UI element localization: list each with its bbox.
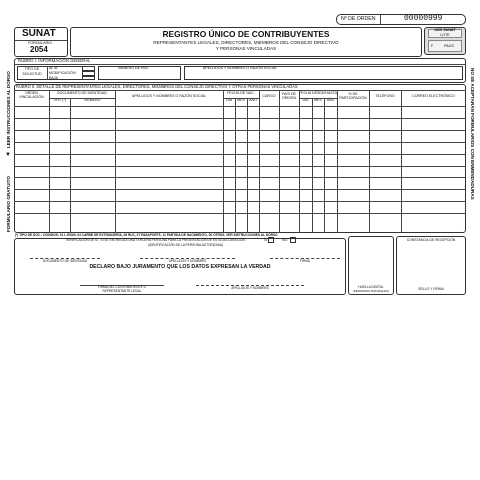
col-documento: DOCUMENTO DE IDENTIDAD	[57, 91, 107, 95]
table-row[interactable]	[14, 201, 466, 202]
table-column-divider	[259, 90, 260, 233]
huella-label-1: HUELLA DIGITAL	[358, 285, 384, 289]
col-cargo: CARGO	[262, 94, 276, 98]
doc-identidad-label: DOCUMENTO DE IDENTIDAD	[42, 259, 88, 263]
form-number: 2054	[30, 45, 48, 54]
huella-label-2: (PERSONAS NATURALES)	[353, 289, 389, 293]
table-header-bottom	[14, 106, 466, 107]
col-mes: MES	[237, 98, 245, 102]
side-arrow-icon: ▼	[5, 152, 11, 158]
table-row[interactable]	[14, 166, 466, 167]
table-row[interactable]	[14, 189, 466, 190]
col-apellidos: APELLIDOS Y NOMBRES O RAZÓN SOCIAL	[132, 94, 206, 98]
col-participacion: % DE PARTICIPACIÓN	[339, 92, 367, 101]
table-row[interactable]	[14, 177, 466, 178]
tipo-label-1: TIPO DE	[24, 67, 40, 71]
form-label: FORMULARIO	[28, 41, 52, 45]
no-checkbox[interactable]	[290, 237, 296, 243]
name-label: APELLIDOS Y NOMBRES O RAZÓN SOCIAL	[203, 66, 277, 70]
col-tipo: TIPO (*)	[52, 98, 67, 102]
col-dia-2: DÍA	[302, 98, 309, 102]
table-row[interactable]	[14, 154, 466, 155]
col-ano-2: AÑO	[326, 98, 335, 102]
col-fecha-nac: FECHA DE NAC.	[227, 91, 255, 95]
table-column-divider	[115, 90, 116, 233]
table-subheader-line	[49, 98, 115, 99]
uso-sunat-lote: LOTE	[440, 33, 450, 37]
uso-sunat-pags: PAGS	[444, 44, 454, 48]
table-column-divider	[369, 90, 370, 233]
order-number: 00000999	[404, 14, 443, 23]
table-row[interactable]	[14, 118, 466, 119]
table-column-divider	[401, 90, 402, 233]
form-subtitle-2: Y PERSONAS VINCULADAS	[215, 46, 277, 51]
rubro1-title: RUBRO I. INFORMACIÓN GENERAL	[18, 58, 91, 63]
col-mes-2: MES	[314, 98, 322, 102]
no-label: NO	[282, 238, 288, 242]
tipo-modificacion[interactable]: MODIFICACIÓN	[49, 71, 76, 75]
form-subtitle-1: REPRESENTANTES LEGALES, DIRECTORES, MIEMBROS DEL CONSEJO DIRECTIVO	[153, 40, 339, 45]
constancia-title: CONSTANCIA DE RECEPCIÓN	[406, 238, 456, 242]
doc-type-footnote: (*) TIPO DE DOC.: CÓDIGOS: 01 L.E/DNI, 04 CARNÉ DE EXTRANJERÍA, 06 RUC, 07 PASAPORTE, 11 PARTIDA DE NACIMIENTO, 00 OTROS. VER INSTRUCCIONES AL DORSO	[15, 233, 278, 237]
table-column-divider	[299, 90, 300, 233]
ruc-label: NÚMERO DE RUC	[118, 66, 149, 70]
col-numero: NÚMERO	[84, 98, 101, 102]
authorized-id-label: (IDENTIFICACIÓN DE LA PERSONA AUTORIZADA)	[148, 243, 224, 247]
table-subheader-line	[299, 98, 337, 99]
apellidos-nombres-label: APELLIDOS Y NOMBRES	[168, 259, 207, 263]
si-label: SI	[264, 238, 268, 242]
si-checkbox[interactable]	[268, 237, 274, 243]
sello-firma-label: SELLO Y FIRMA	[418, 287, 444, 291]
firma-contribuyente-1: FIRMA DEL CONTRIBUYENTE O	[97, 285, 147, 289]
table-row[interactable]	[14, 142, 466, 143]
brand-name: SUNAT	[22, 28, 56, 39]
col-fecha-desde: FECHA DESDE/HASTA	[299, 91, 338, 95]
side-read-instructions: LEER INSTRUCCIONES AL DORSO	[6, 71, 11, 148]
table-column-divider	[49, 90, 50, 233]
table-column-divider	[223, 90, 224, 233]
tipo-label-2: SOLICITUD	[22, 72, 42, 76]
col-dia: DÍA	[226, 98, 232, 102]
rubro2-title: RUBRO II. DETALLE DE REPRESENTANTES LEGALES, DIRECTORES, MIEMBROS DEL CONSEJO DIRECTIVO Y OTRAS PERSONAS VINCULADAS	[16, 84, 298, 89]
uso-sunat-mark: F	[431, 44, 434, 48]
col-correo: CORREO ELECTRÓNICO	[412, 94, 455, 98]
side-free-form: FORMULARIO GRATUITO	[6, 176, 11, 232]
firma-label: FIRMA	[300, 259, 310, 263]
oath-text: DECLARO BAJO JURAMENTO QUE LOS DATOS EXPRESAN LA VERDAD	[89, 264, 271, 270]
tipo-baja[interactable]: BAJA	[49, 76, 58, 80]
table-column-divider	[279, 90, 280, 233]
form-title: REGISTRO ÚNICO DE CONTRIBUYENTES	[162, 29, 330, 39]
col-orden: ORDEN VINCULACIÓN	[19, 91, 44, 99]
tipo-alta[interactable]: ALTA	[49, 66, 58, 70]
table-column-divider	[337, 90, 338, 233]
order-label: Nº DE ORDEN	[341, 16, 376, 22]
table-row[interactable]	[14, 130, 466, 131]
col-telefono: TELÉFONO	[375, 94, 395, 98]
uso-sunat-title: USO SUNAT	[434, 28, 456, 32]
table-row[interactable]	[14, 213, 466, 214]
firma-apellidos-label: APELLIDOS Y NOMBRES	[231, 286, 269, 290]
firma-contribuyente-2: REPRESENTANTE LEGAL	[102, 289, 142, 293]
tipo-baja-checkbox[interactable]	[82, 76, 95, 80]
side-no-amendments: NO SE ACEPTARÁN FORMULARIOS CON ENMENDADURAS	[470, 68, 475, 200]
representatives-table	[14, 90, 466, 233]
col-ano: AÑO	[249, 98, 257, 102]
col-pais: PAÍS DE ORIGEN	[281, 92, 297, 101]
third-party-question: VERIFICACIÓN DE SI . SI SE ENTREGA A UNA TERCERA PERSONA PARA LA PRESENTACIÓN DE ESTA DECLARACIÓN:	[66, 238, 246, 242]
table-subheader-line	[223, 98, 259, 99]
